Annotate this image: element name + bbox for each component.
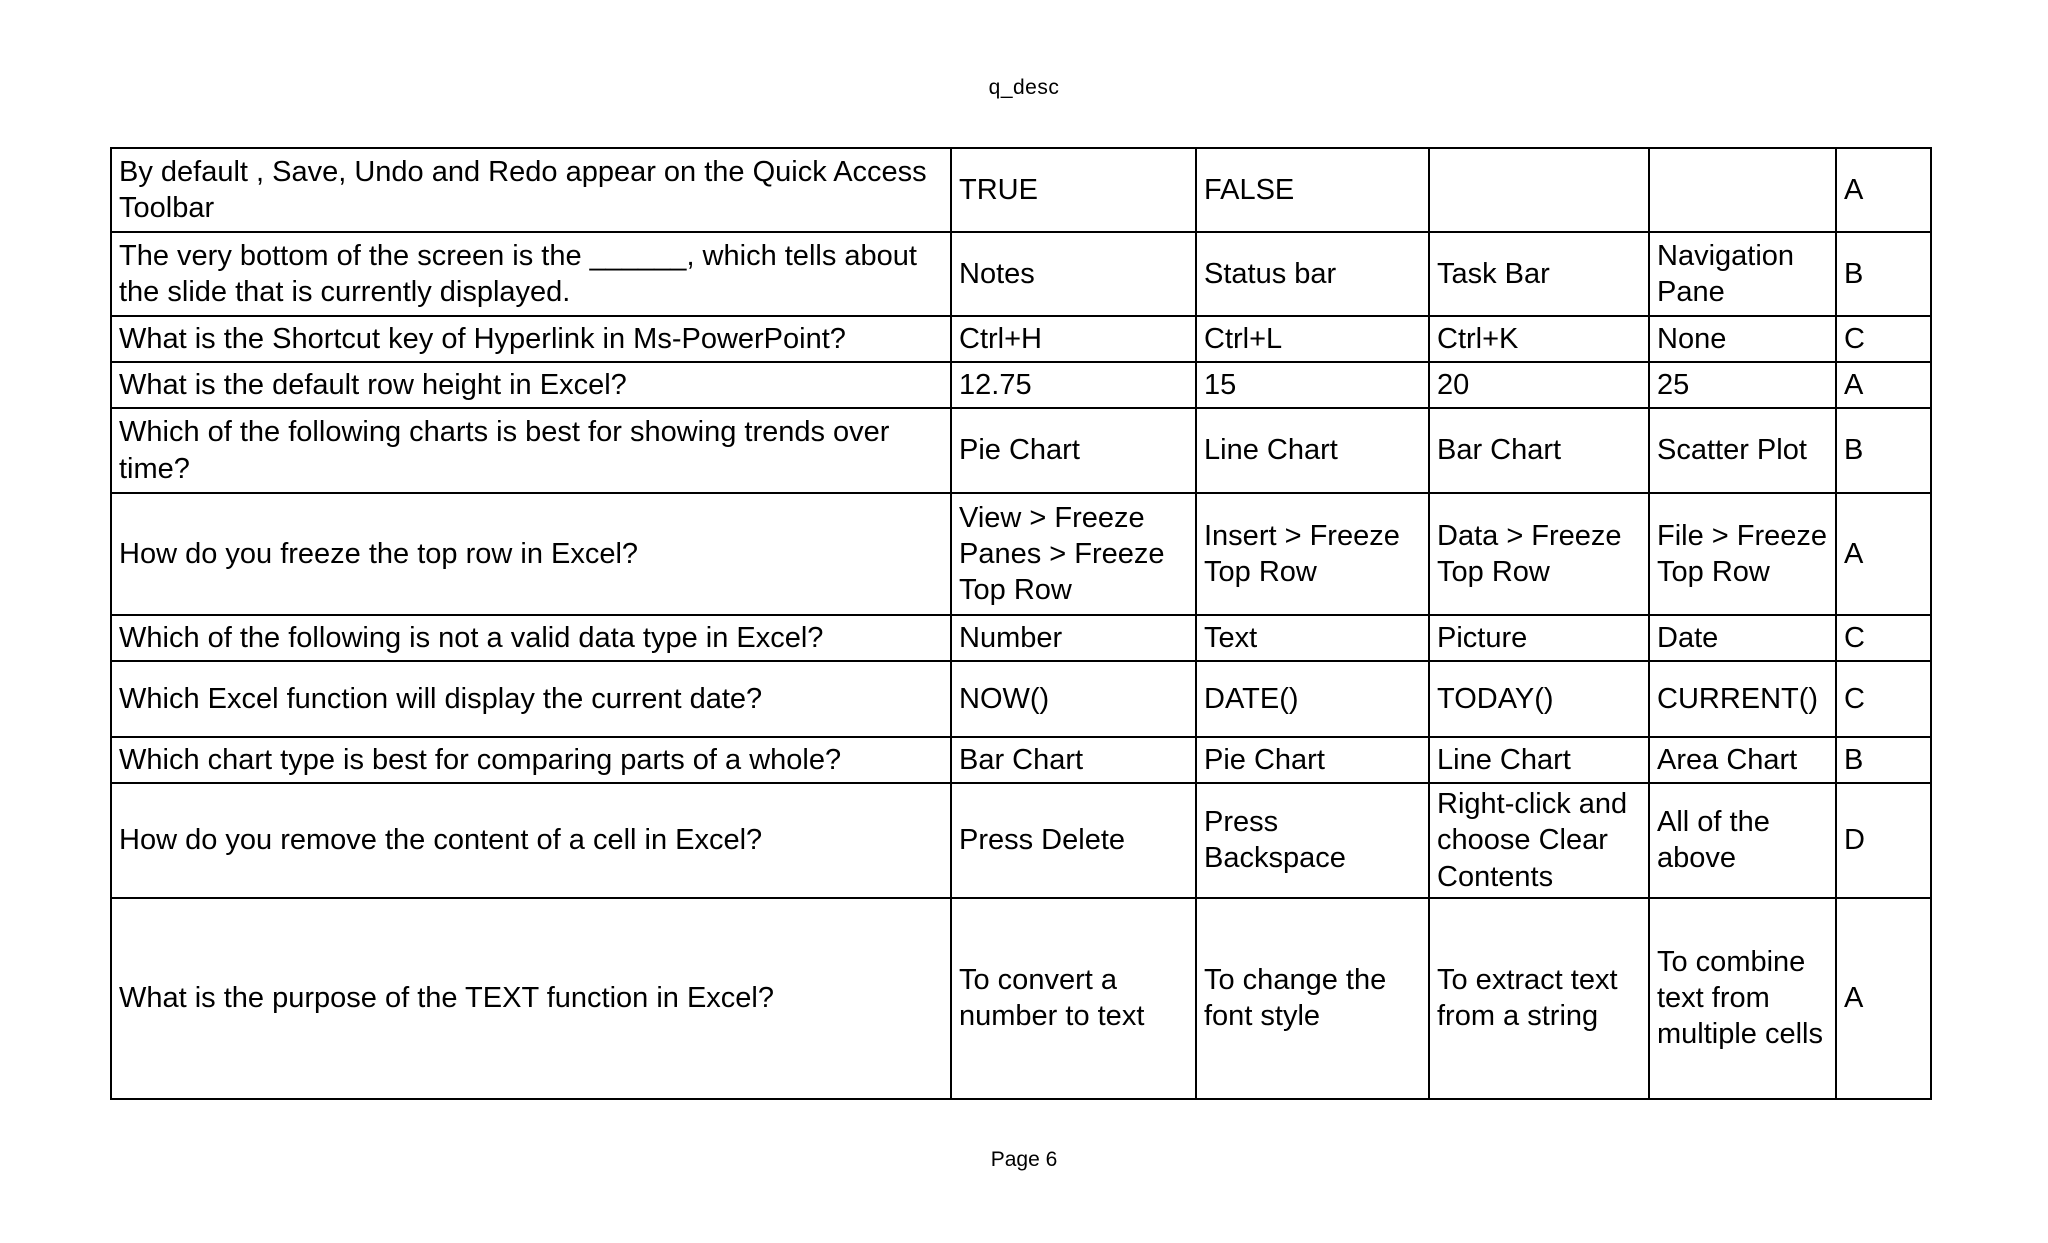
option-cell: TODAY(): [1429, 661, 1649, 737]
option-cell: Area Chart: [1649, 737, 1836, 783]
question-cell: Which of the following is not a valid data type in Excel?: [111, 615, 951, 661]
option-cell: To convert a number to text: [951, 898, 1196, 1099]
option-cell: Picture: [1429, 615, 1649, 661]
questions-table: [110, 147, 1932, 1100]
question-cell: By default , Save, Undo and Redo appear on the Quick Access Toolbar: [111, 148, 951, 232]
option-cell: File > Freeze Top Row: [1649, 493, 1836, 615]
option-cell: None: [1649, 316, 1836, 362]
option-cell: Task Bar: [1429, 232, 1649, 316]
option-cell: Pie Chart: [1196, 737, 1429, 783]
option-cell: Line Chart: [1429, 737, 1649, 783]
option-cell: Notes: [951, 232, 1196, 316]
question-cell: What is the default row height in Excel?: [111, 362, 951, 408]
option-cell: Press Backspace: [1196, 783, 1429, 898]
option-cell: To combine text from multiple cells: [1649, 898, 1836, 1099]
table-row: [111, 408, 1931, 493]
option-cell: [1429, 148, 1649, 232]
option-cell: Right-click and choose Clear Contents: [1429, 783, 1649, 898]
answer-cell: C: [1836, 661, 1931, 737]
option-cell: To extract text from a string: [1429, 898, 1649, 1099]
table-row: [111, 316, 1931, 362]
question-cell: How do you freeze the top row in Excel?: [111, 493, 951, 615]
page-header-title: q_desc: [988, 76, 1060, 99]
option-cell: 12.75: [951, 362, 1196, 408]
option-cell: Line Chart: [1196, 408, 1429, 493]
option-cell: Ctrl+L: [1196, 316, 1429, 362]
answer-cell: A: [1836, 148, 1931, 232]
option-cell: [1649, 148, 1836, 232]
answer-cell: B: [1836, 408, 1931, 493]
option-cell: Ctrl+H: [951, 316, 1196, 362]
table-row: [111, 232, 1931, 316]
option-cell: Text: [1196, 615, 1429, 661]
option-cell: Press Delete: [951, 783, 1196, 898]
table-row: [111, 737, 1931, 783]
table-row: [111, 898, 1931, 1099]
option-cell: All of the above: [1649, 783, 1836, 898]
table-row: [111, 362, 1931, 408]
question-cell: What is the Shortcut key of Hyperlink in Ms-PowerPoint?: [111, 316, 951, 362]
answer-cell: C: [1836, 316, 1931, 362]
option-cell: 15: [1196, 362, 1429, 408]
option-cell: Data > Freeze Top Row: [1429, 493, 1649, 615]
option-cell: Status bar: [1196, 232, 1429, 316]
question-cell: How do you remove the content of a cell in Excel?: [111, 783, 951, 898]
answer-cell: B: [1836, 232, 1931, 316]
option-cell: Number: [951, 615, 1196, 661]
option-cell: To change the font style: [1196, 898, 1429, 1099]
option-cell: FALSE: [1196, 148, 1429, 232]
option-cell: Bar Chart: [1429, 408, 1649, 493]
option-cell: View > Freeze Panes > Freeze Top Row: [951, 493, 1196, 615]
answer-cell: D: [1836, 783, 1931, 898]
option-cell: 25: [1649, 362, 1836, 408]
question-cell: What is the purpose of the TEXT function in Excel?: [111, 898, 951, 1099]
option-cell: Date: [1649, 615, 1836, 661]
answer-cell: C: [1836, 615, 1931, 661]
option-cell: TRUE: [951, 148, 1196, 232]
option-cell: Insert > Freeze Top Row: [1196, 493, 1429, 615]
table-row: [111, 615, 1931, 661]
answer-cell: B: [1836, 737, 1931, 783]
answer-cell: A: [1836, 362, 1931, 408]
table-row: [111, 493, 1931, 615]
option-cell: 20: [1429, 362, 1649, 408]
answer-cell: A: [1836, 493, 1931, 615]
question-cell: The very bottom of the screen is the ______, which tells about the slide that is currently displayed.: [111, 232, 951, 316]
option-cell: CURRENT(): [1649, 661, 1836, 737]
question-cell: Which chart type is best for comparing parts of a whole?: [111, 737, 951, 783]
page-number: Page 6: [990, 1148, 1058, 1171]
option-cell: Scatter Plot: [1649, 408, 1836, 493]
question-cell: Which of the following charts is best for showing trends over time?: [111, 408, 951, 493]
question-cell: Which Excel function will display the current date?: [111, 661, 951, 737]
table-row: [111, 783, 1931, 898]
questions-table-body: [111, 148, 1931, 1099]
option-cell: NOW(): [951, 661, 1196, 737]
option-cell: Pie Chart: [951, 408, 1196, 493]
table-row: [111, 661, 1931, 737]
answer-cell: A: [1836, 898, 1931, 1099]
option-cell: Navigation Pane: [1649, 232, 1836, 316]
option-cell: Ctrl+K: [1429, 316, 1649, 362]
option-cell: Bar Chart: [951, 737, 1196, 783]
table-row: [111, 148, 1931, 232]
option-cell: DATE(): [1196, 661, 1429, 737]
